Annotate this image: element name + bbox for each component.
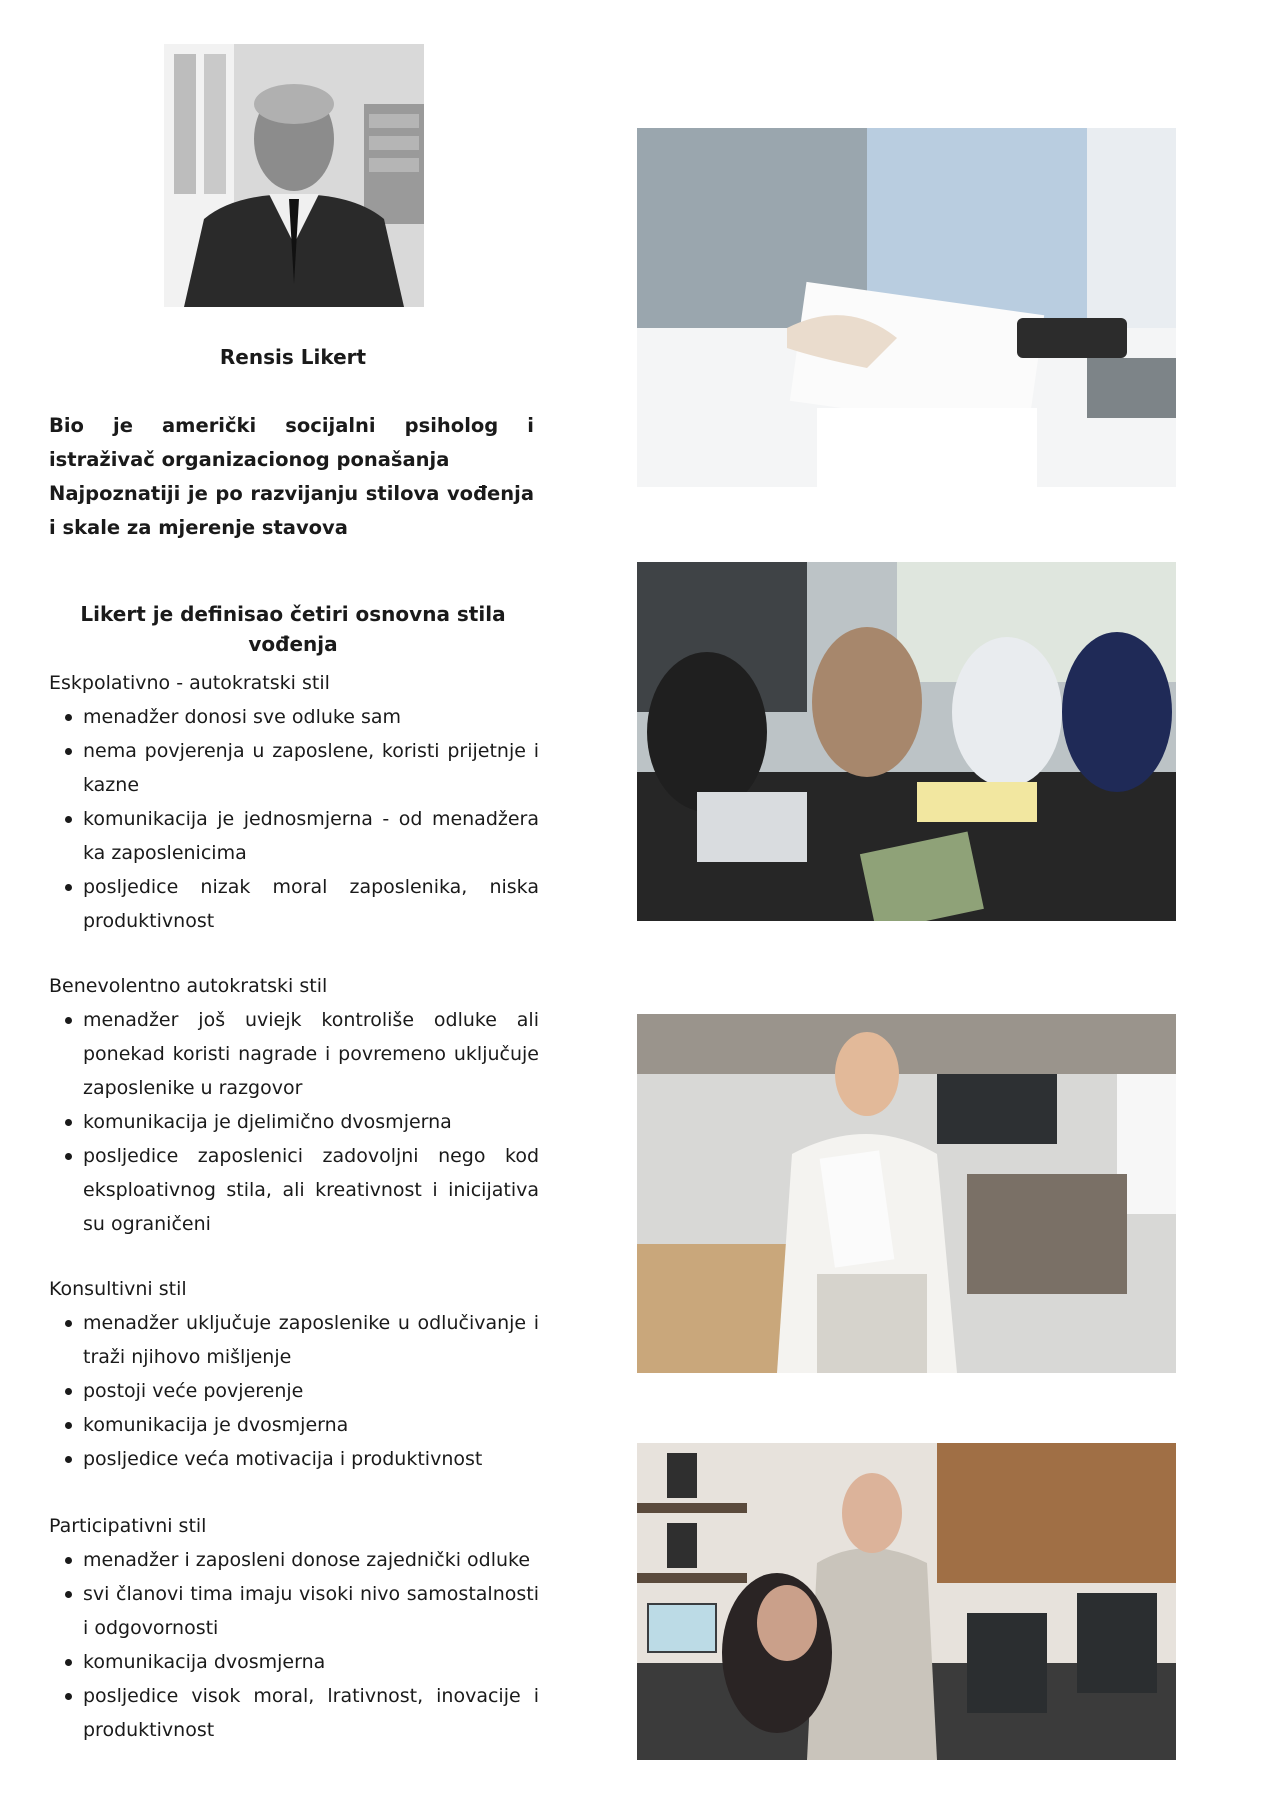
style-title: Participativni stil [49, 1515, 207, 1537]
style-block-participative [49, 1509, 539, 1747]
list-item: komunikacija dvosmjerna [83, 1645, 539, 1679]
intro-line: Najpoznatiji je po razvijanju stilova vođenja i skale za mjerenje stavova [49, 482, 534, 539]
office-workstation-photo [637, 1443, 1176, 1760]
list-item: komunikacija je dvosmjerna [83, 1408, 539, 1442]
list-item: posljedice visok moral, lrativnost, inovacije i produktivnost [83, 1679, 539, 1747]
list-item: postoji veće povjerenje [83, 1374, 539, 1408]
style-title: Benevolentno autokratski stil [49, 975, 328, 997]
style-list [49, 700, 539, 938]
list-item: komunikacija je djelimično dvosmjerna [83, 1105, 539, 1139]
list-item: menadžer donosi sve odluke sam [83, 700, 539, 734]
style-list [49, 1003, 539, 1241]
list-item: menadžer i zaposleni donose zajednički odluke [83, 1543, 539, 1577]
list-item: komunikacija je jednosmjerna - od menadžera ka zaposlenicima [83, 802, 539, 870]
section-heading: Likert je definisao četiri osnovna stila vođenja [80, 602, 506, 656]
intro-text [49, 409, 534, 545]
style-block-benevolent [49, 969, 539, 1241]
portrait-photo [164, 44, 424, 307]
list-item: posljedice nizak moral zaposlenika, niska produktivnost [83, 870, 539, 938]
list-item: posljedice veća motivacija i produktivnost [83, 1442, 539, 1476]
businesswoman-photo [637, 1014, 1176, 1373]
portrait-caption: Rensis Likert [219, 345, 367, 369]
style-block-consultative [49, 1272, 539, 1476]
style-list [49, 1543, 539, 1747]
style-list [49, 1306, 539, 1476]
list-item: menadžer još uviejk kontroliše odluke ali ponekad koristi nagrade i povremeno uključuje zaposlenike u razgovor [83, 1003, 539, 1105]
style-title: Eskpolativno - autokratski stil [49, 672, 330, 694]
list-item: posljedice zaposlenici zadovoljni nego kod eksploativnog stila, ali kreativnost i inicijativa su ograničeni [83, 1139, 539, 1241]
style-block-exploitative [49, 666, 539, 938]
list-item: svi članovi tima imaju visoki nivo samostalnosti i odgovornosti [83, 1577, 539, 1645]
team-meeting-photo [637, 562, 1176, 921]
list-item: menadžer uključuje zaposlenike u odlučivanje i traži njihovo mišljenje [83, 1306, 539, 1374]
style-title: Konsultivni stil [49, 1278, 187, 1300]
office-paperwork-photo [637, 128, 1176, 487]
intro-line: Bio je američki socijalni psiholog i istraživač organizacionog ponašanja [49, 414, 534, 471]
list-item: nema povjerenja u zaposlene, koristi prijetnje i kazne [83, 734, 539, 802]
